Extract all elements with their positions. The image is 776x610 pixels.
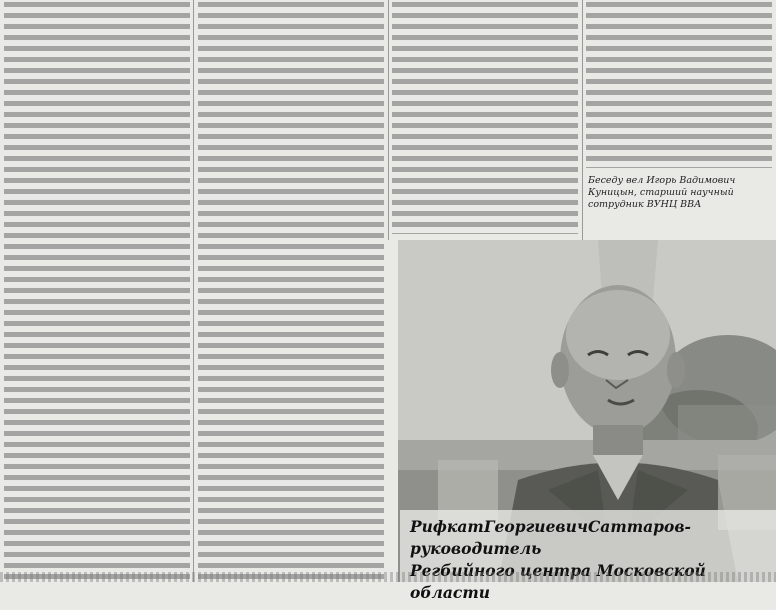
body-text-block — [586, 2, 772, 168]
column-divider — [388, 0, 389, 240]
caption-line-1: РифкатГеоргиевичСаттаров-руководитель — [410, 517, 691, 558]
caption-line-2: Регбийного центра Московской области — [410, 561, 706, 602]
article-column-2 — [198, 0, 384, 582]
column-divider — [582, 0, 583, 240]
interviewer-byline: Беседу вел Игорь Вадимович Куницын, старший научный сотрудник ВУНЦ ВВА — [588, 175, 736, 210]
article-column-1 — [4, 0, 190, 582]
column-divider — [193, 0, 194, 582]
photo-caption — [400, 510, 776, 610]
body-text-block — [4, 2, 190, 580]
body-text-block — [198, 2, 384, 580]
next-page-text-edge — [0, 572, 776, 582]
body-text-block — [392, 2, 578, 234]
